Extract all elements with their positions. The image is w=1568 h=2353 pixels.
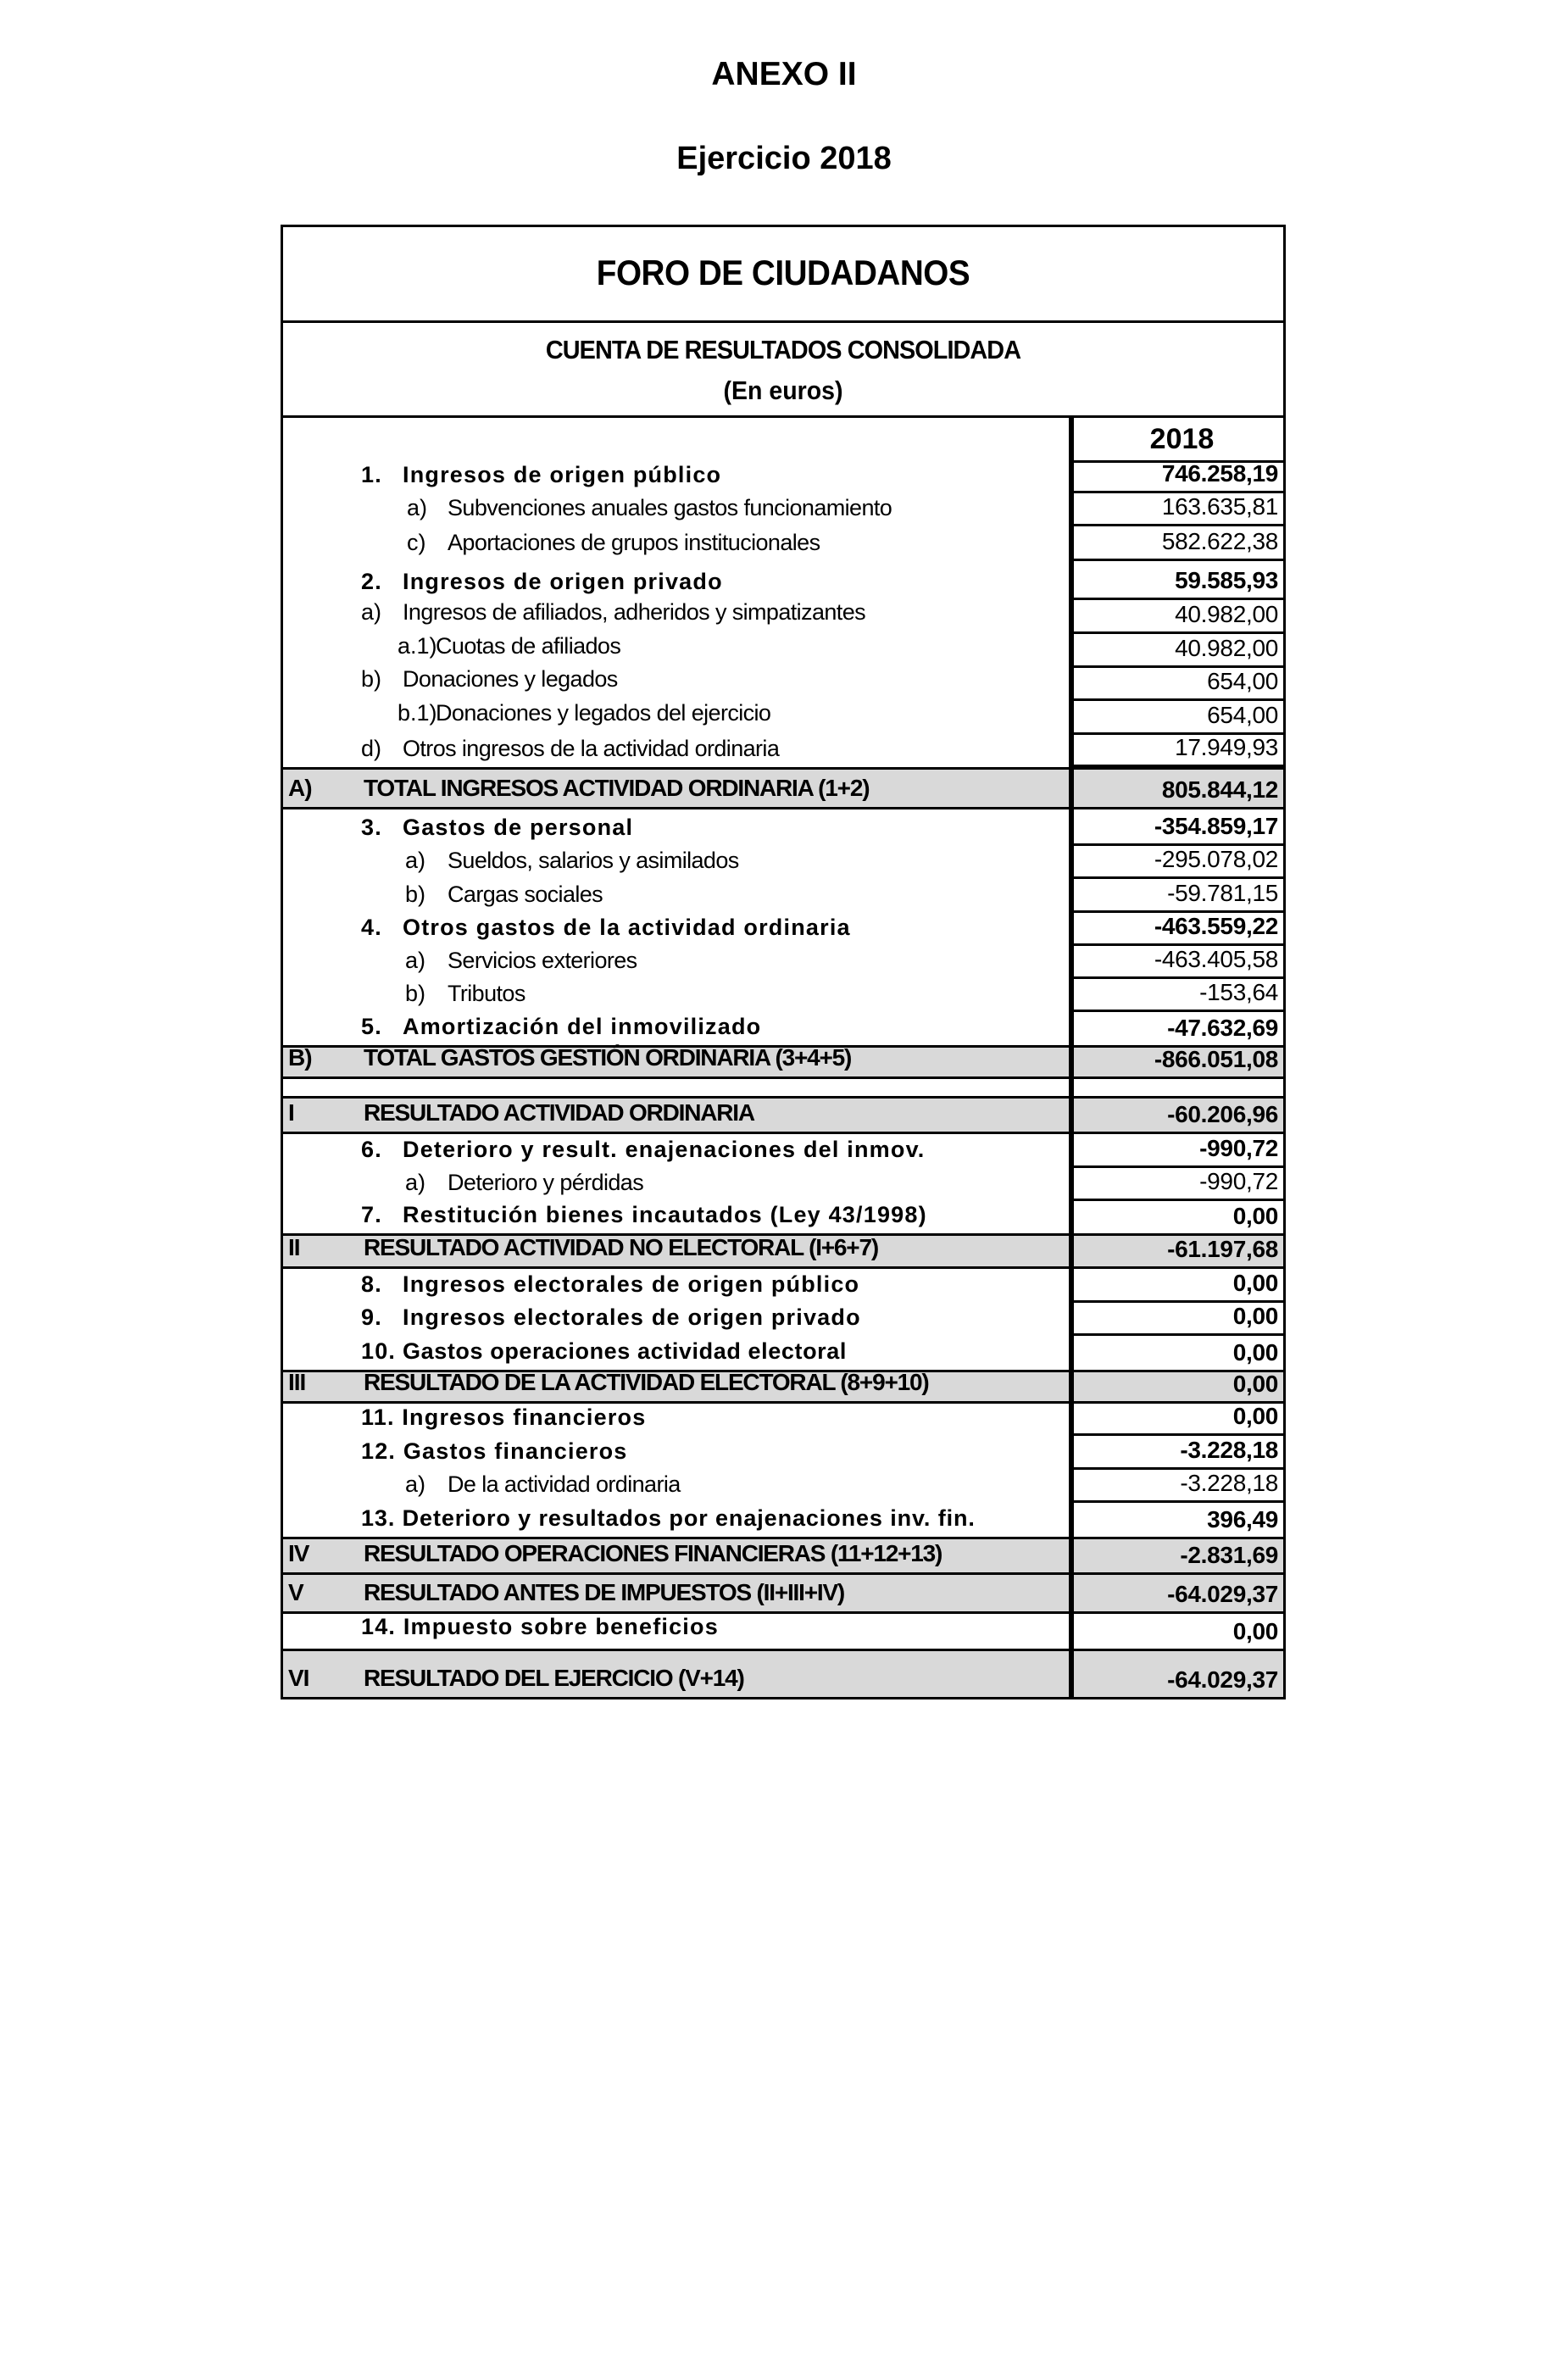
row-code: A) xyxy=(288,775,312,801)
value-cell xyxy=(1071,913,1283,946)
row-number: 13. xyxy=(361,1505,396,1531)
row-value: -295.078,02 xyxy=(1154,846,1278,872)
row-label: Gastos de personal xyxy=(403,815,634,840)
value-cell xyxy=(1071,1436,1283,1470)
exercise-title: Ejercicio 2018 xyxy=(676,141,892,176)
row-number: a) xyxy=(405,848,426,873)
total-row xyxy=(283,1537,1283,1575)
table-row xyxy=(283,809,1283,846)
total-row xyxy=(283,1233,1283,1269)
table-row xyxy=(283,1436,1283,1470)
row-label xyxy=(361,1614,719,1640)
row-number: 10. xyxy=(361,1338,397,1364)
row-number: 1. xyxy=(361,462,382,487)
row-label: Ingresos de afiliados, adheridos y simpatizantes xyxy=(403,599,866,625)
row-value: -2.831,69 xyxy=(1180,1542,1278,1568)
row-label: Otros ingresos de la actividad ordinaria xyxy=(403,736,780,761)
row-code: II xyxy=(288,1234,300,1260)
total-row xyxy=(283,767,1283,809)
value-cell xyxy=(1071,1236,1283,1266)
value-cell xyxy=(1071,1099,1283,1132)
value-cell xyxy=(1071,1012,1283,1045)
row-label: RESULTADO ACTIVIDAD NO ELECTORAL (I+6+7) xyxy=(364,1234,878,1260)
total-row xyxy=(283,1575,1283,1614)
table-row xyxy=(283,493,1283,526)
value-cell xyxy=(1071,526,1283,561)
row-value: 163.635,81 xyxy=(1161,493,1278,520)
value-cell xyxy=(1071,600,1283,634)
value-cell xyxy=(1071,1079,1283,1096)
row-value: -463.405,58 xyxy=(1154,946,1278,972)
row-number: a) xyxy=(361,599,382,625)
row-number: a) xyxy=(405,1170,426,1195)
total-row xyxy=(283,1651,1283,1697)
row-label xyxy=(361,1405,646,1431)
row-value: -354.859,17 xyxy=(1154,813,1278,839)
value-cell xyxy=(1071,770,1283,807)
table-row xyxy=(283,1134,1283,1168)
row-number: 14. xyxy=(361,1614,397,1639)
spacer-row xyxy=(283,1079,1283,1096)
row-number: 7. xyxy=(361,1202,382,1227)
value-cell xyxy=(1071,668,1283,701)
row-value: -3.228,18 xyxy=(1180,1437,1278,1463)
table-row xyxy=(283,913,1283,946)
row-label: Cargas sociales xyxy=(448,882,603,907)
value-cell xyxy=(1071,946,1283,979)
row-value: -990,72 xyxy=(1199,1168,1278,1194)
statement-title: CUENTA DE RESULTADOS CONSOLIDADA xyxy=(545,335,1021,364)
row-value: -61.197,68 xyxy=(1167,1236,1278,1262)
row-value: 40.982,00 xyxy=(1175,635,1278,661)
value-cell xyxy=(1071,460,1283,493)
row-value: -153,64 xyxy=(1199,979,1278,1005)
row-label: RESULTADO ANTES DE IMPUESTOS (II+III+IV) xyxy=(364,1579,845,1605)
value-cell xyxy=(1071,1470,1283,1503)
row-value: -463.559,22 xyxy=(1154,913,1278,939)
row-label-text: Impuesto sobre beneficios xyxy=(403,1614,719,1639)
row-value: 746.258,19 xyxy=(1161,460,1278,487)
table-row xyxy=(283,668,1283,701)
row-value: 396,49 xyxy=(1207,1506,1278,1533)
row-label: Deterioro y pérdidas xyxy=(448,1170,644,1195)
row-number: 11. xyxy=(361,1405,395,1430)
table-row xyxy=(283,460,1283,493)
row-value: 40.982,00 xyxy=(1175,601,1278,627)
row-number: 12. xyxy=(361,1438,397,1464)
row-value: -990,72 xyxy=(1199,1135,1278,1161)
row-number: b.1) xyxy=(398,700,437,726)
row-label: Ingresos electorales de origen público xyxy=(403,1271,860,1297)
row-value: -866.051,08 xyxy=(1154,1046,1278,1072)
value-column-divider xyxy=(1069,418,1071,1697)
row-code: VI xyxy=(288,1665,309,1691)
row-value: 805.844,12 xyxy=(1161,776,1278,803)
table-row xyxy=(283,1012,1283,1045)
row-value: 0,00 xyxy=(1232,1371,1278,1397)
row-label xyxy=(361,1505,976,1532)
value-cell xyxy=(1071,1269,1283,1303)
table-row xyxy=(283,846,1283,879)
value-cell xyxy=(1071,735,1283,767)
row-value: 0,00 xyxy=(1232,1618,1278,1644)
row-value: 59.585,93 xyxy=(1175,567,1278,593)
row-number: 9. xyxy=(361,1304,382,1330)
value-cell xyxy=(1071,1404,1283,1436)
table-row xyxy=(283,1201,1283,1233)
table-row xyxy=(283,879,1283,913)
row-number: b) xyxy=(405,882,426,907)
row-number: 5. xyxy=(361,1014,382,1039)
row-number: 3. xyxy=(361,815,382,840)
value-cell xyxy=(1071,1201,1283,1233)
row-code: IV xyxy=(288,1540,309,1566)
row-label: Donaciones y legados xyxy=(403,666,618,692)
row-number: 6. xyxy=(361,1137,382,1162)
table-row xyxy=(283,1614,1283,1651)
row-value: 0,00 xyxy=(1232,1303,1278,1329)
row-value: 0,00 xyxy=(1232,1339,1278,1366)
table-row xyxy=(283,1336,1283,1370)
table-row xyxy=(283,735,1283,767)
row-number: 4. xyxy=(361,915,382,940)
value-cell xyxy=(1071,1651,1283,1697)
total-row xyxy=(283,1370,1283,1404)
row-number: c) xyxy=(407,530,426,555)
row-label: TOTAL GASTOS GESTIÓN ORDINARIA (3+4+5) xyxy=(364,1044,852,1071)
annex-title: ANEXO II xyxy=(711,56,857,92)
row-value: 17.949,93 xyxy=(1175,734,1278,760)
row-label: RESULTADO DEL EJERCICIO (V+14) xyxy=(364,1665,744,1691)
statement-header xyxy=(283,323,1283,418)
table-row xyxy=(283,1303,1283,1336)
row-number: b) xyxy=(405,981,426,1006)
organization-name: FORO DE CIUDADANOS xyxy=(596,253,970,292)
row-code: I xyxy=(288,1099,294,1126)
table-row xyxy=(283,1404,1283,1436)
row-label: Sueldos, salarios y asimilados xyxy=(448,848,739,873)
row-label: Gastos operaciones actividad electoral xyxy=(403,1338,848,1364)
value-cell xyxy=(1071,634,1283,668)
value-cell xyxy=(1071,1575,1283,1611)
row-label: Otros gastos de la actividad ordinaria xyxy=(403,915,851,940)
table-row xyxy=(283,634,1283,668)
value-cell xyxy=(1071,701,1283,735)
row-value: -64.029,37 xyxy=(1167,1581,1278,1607)
row-number: a.1) xyxy=(398,633,437,659)
table-row xyxy=(283,526,1283,561)
row-value: -64.029,37 xyxy=(1167,1666,1278,1693)
row-number: a) xyxy=(405,1471,426,1497)
row-value: -3.228,18 xyxy=(1180,1470,1278,1496)
total-row xyxy=(283,1045,1283,1079)
row-value: 654,00 xyxy=(1207,702,1278,728)
table-row xyxy=(283,1503,1283,1537)
row-label: Tributos xyxy=(448,981,525,1006)
row-value: 0,00 xyxy=(1232,1270,1278,1296)
table-row xyxy=(283,1168,1283,1201)
table-row xyxy=(283,561,1283,600)
income-statement-table xyxy=(281,225,1286,1699)
value-cell xyxy=(1071,1614,1283,1649)
row-label: Deterioro y result. enajenaciones del inmov. xyxy=(403,1137,926,1162)
row-label: Aportaciones de grupos institucionales xyxy=(448,530,820,555)
row-label-text: Deterioro y resultados por enajenaciones inv. fin. xyxy=(402,1505,976,1531)
value-cell xyxy=(1071,1336,1283,1370)
value-cell xyxy=(1071,1134,1283,1168)
row-value: -59.781,15 xyxy=(1167,880,1278,906)
value-cell xyxy=(1071,1168,1283,1201)
value-cell xyxy=(1071,879,1283,913)
row-value: 654,00 xyxy=(1207,668,1278,694)
row-label: De la actividad ordinaria xyxy=(448,1471,681,1497)
value-cell xyxy=(1071,1303,1283,1336)
row-code: B) xyxy=(288,1044,312,1071)
row-number: a) xyxy=(407,495,428,520)
row-label: Ingresos electorales de origen privado xyxy=(403,1304,861,1330)
row-label: Cuotas de afiliados xyxy=(436,633,621,659)
value-cell xyxy=(1071,1503,1283,1537)
value-cell xyxy=(1071,493,1283,526)
row-label-text: Ingresos financieros xyxy=(402,1405,647,1430)
table-row xyxy=(283,1470,1283,1503)
table-row xyxy=(283,946,1283,979)
year-column-header: 2018 xyxy=(1071,418,1283,463)
row-number: a) xyxy=(405,948,426,973)
row-value: -60.206,96 xyxy=(1167,1101,1278,1127)
row-label: RESULTADO OPERACIONES FINANCIERAS (11+12+13) xyxy=(364,1540,942,1566)
row-number: d) xyxy=(361,736,382,761)
table-row xyxy=(283,600,1283,634)
total-row xyxy=(283,1096,1283,1134)
value-cell xyxy=(1071,809,1283,846)
row-label: Ingresos de origen privado xyxy=(403,569,723,594)
row-label: Subvenciones anuales gastos funcionamiento xyxy=(448,495,892,520)
row-number: 2. xyxy=(361,569,382,594)
row-label: RESULTADO DE LA ACTIVIDAD ELECTORAL (8+9+10) xyxy=(364,1369,929,1395)
currency-note: (En euros) xyxy=(723,375,843,405)
row-label: Servicios exteriores xyxy=(448,948,637,973)
row-value: -47.632,69 xyxy=(1167,1015,1278,1041)
row-label: TOTAL INGRESOS ACTIVIDAD ORDINARIA (1+2) xyxy=(364,775,870,801)
value-cell xyxy=(1071,1539,1283,1572)
row-value: 0,00 xyxy=(1232,1203,1278,1229)
row-value: 0,00 xyxy=(1232,1403,1278,1429)
row-label: Ingresos de origen público xyxy=(403,462,722,487)
value-cell xyxy=(1071,979,1283,1012)
organization-header xyxy=(283,227,1283,323)
table-row xyxy=(283,1269,1283,1303)
table-row xyxy=(283,979,1283,1012)
row-number: 8. xyxy=(361,1271,382,1297)
value-cell xyxy=(1071,1048,1283,1076)
row-label: Restitución bienes incautados (Ley 43/1998) xyxy=(403,1202,927,1227)
row-label: RESULTADO ACTIVIDAD ORDINARIA xyxy=(364,1099,754,1126)
row-code: V xyxy=(288,1579,303,1605)
table-row xyxy=(283,701,1283,735)
row-number: b) xyxy=(361,666,382,692)
row-value: 582.622,38 xyxy=(1161,528,1278,554)
row-label: Amortización del inmovilizado xyxy=(403,1014,762,1039)
row-label-text: Gastos financieros xyxy=(403,1438,628,1464)
value-cell xyxy=(1071,846,1283,879)
row-label: Donaciones y legados del ejercicio xyxy=(436,700,771,726)
row-label xyxy=(361,1438,628,1465)
value-cell xyxy=(1071,1372,1283,1401)
row-code: III xyxy=(288,1369,306,1395)
value-cell xyxy=(1071,561,1283,600)
